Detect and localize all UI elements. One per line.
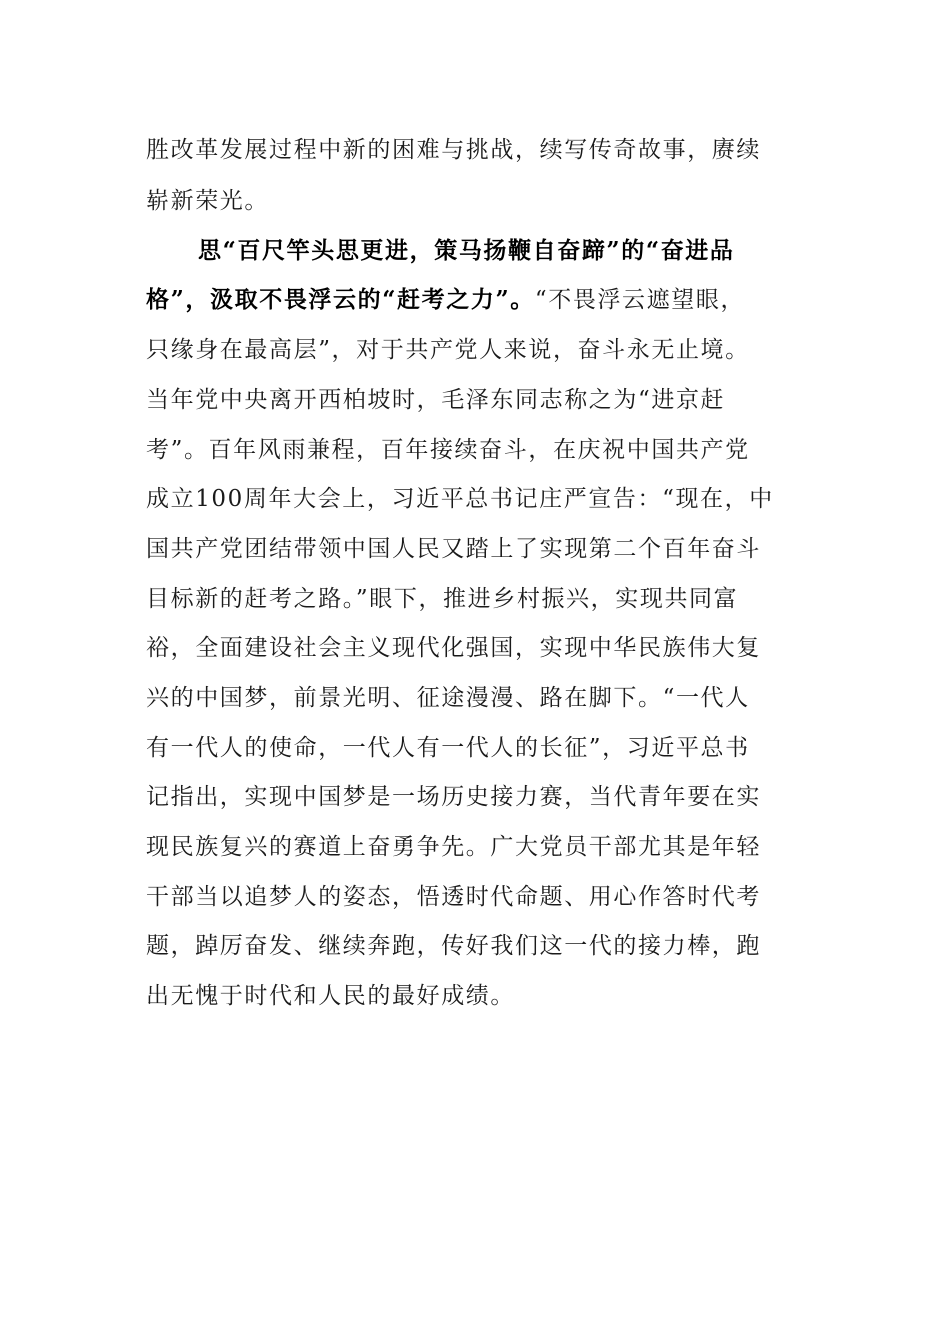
paragraph-2-heading-line-1: 思“百尺竿头思更进，策马扬鞭自奋蹄”的“奋进品 bbox=[198, 237, 735, 264]
paragraph-2-line-2-rest: “不畏浮云遮望眼， bbox=[534, 287, 746, 313]
paragraph-2-line-6: 成立100周年大会上，习近平总书记庄严宣告：“现在，中 bbox=[146, 486, 774, 512]
paragraph-2-line-2 bbox=[146, 286, 846, 314]
paragraph-1-line-2: 崭新荣光。 bbox=[146, 188, 269, 214]
paragraph-2-heading-line-2: 格”，汲取不畏浮云的“赶考之力”。 bbox=[146, 286, 535, 313]
paragraph-2-line-9: 裕，全面建设社会主义现代化强国，实现中华民族伟大复 bbox=[146, 635, 761, 661]
paragraph-2-line-5: 考”。百年风雨兼程，百年接续奋斗，在庆祝中国共产党 bbox=[146, 437, 750, 463]
paragraph-1-line-1: 胜改革发展过程中新的困难与挑战，续写传奇故事，赓续 bbox=[146, 137, 761, 163]
paragraph-2-line-15: 题，踔厉奋发、继续奔跑，传好我们这一代的接力棒，跑 bbox=[146, 933, 761, 959]
paragraph-2-line-14: 干部当以追梦人的姿态，悟透时代命题、用心作答时代考 bbox=[146, 884, 761, 910]
paragraph-2-line-11: 有一代人的使命，一代人有一代人的长征”，习近平总书 bbox=[146, 735, 750, 761]
paragraph-2-line-3: 只缘身在最高层”，对于共产党人来说，奋斗永无止境。 bbox=[146, 337, 750, 363]
paragraph-2-line-10: 兴的中国梦，前景光明、征途漫漫、路在脚下。“一代人 bbox=[146, 685, 750, 711]
paragraph-2-line-13: 现民族复兴的赛道上奋勇争先。广大党员干部尤其是年轻 bbox=[146, 834, 761, 860]
paragraph-2-line-8: 目标新的赶考之路。”眼下，推进乡村振兴，实现共同富 bbox=[146, 586, 739, 612]
paragraph-2-line-7: 国共产党团结带领中国人民又踏上了实现第二个百年奋斗 bbox=[146, 536, 761, 562]
paragraph-2-line-4: 当年党中央离开西柏坡时，毛泽东同志称之为“进京赶 bbox=[146, 387, 726, 413]
paragraph-2-line-12: 记指出，实现中国梦是一场历史接力赛，当代青年要在实 bbox=[146, 784, 761, 810]
paragraph-2-line-16: 出无愧于时代和人民的最好成绩。 bbox=[146, 983, 515, 1009]
